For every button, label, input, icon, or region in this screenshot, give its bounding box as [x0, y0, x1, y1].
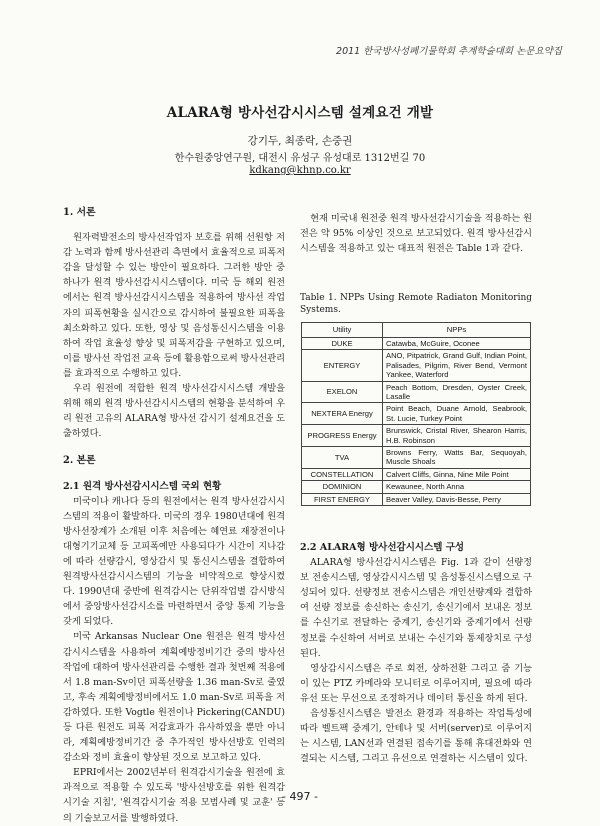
npps-cell: Browns Ferry, Watts Bar, Sequoyah, Muscle Shoals	[383, 447, 531, 469]
paper-title: ALARA형 방사선감시시스템 설계요건 개발	[166, 105, 434, 121]
subsection-2-2-heading: 2.2 ALARA형 방사선감시시스템 구성	[300, 542, 465, 553]
table-header-row	[302, 323, 531, 338]
utility-cell: DOMINION	[302, 481, 383, 493]
subsection-2-1-heading: 2.1 원격 방사선감시시스템 국외 현황	[63, 480, 222, 492]
npps-cell: Beaver Valley, Davis-Besse, Perry	[383, 493, 531, 505]
utility-cell: DUKE	[302, 338, 383, 350]
npps-cell: ANO, Pitpatrick, Grand Gulf, Indian Point, Palisades, Pilgrim, River Bend, Vermont Yankee, Waterford	[383, 350, 531, 381]
utility-cell: PROGRESS Energy	[302, 425, 383, 447]
sub2-paragraph-2: 영상감시시스템은 주로 회전, 상하전환 그리고 줌 기능이 있는 PTZ 카메라와 모니터로 이루어지며, 필요에 따라 유선 또는 무선으로 조정하거나 데이터 통신을 하게 된다.	[300, 662, 532, 704]
utility-cell: FIRST ENERGY	[302, 493, 383, 505]
intro-paragraph-1: 원자력발전소의 방사선작업자 보호를 위해 선원항 저감 노력과 함께 방사선관리 측면에서 효율적으로 피폭저감을 달성할 수 있는 방안이 필요하다. 그러한 방안 중 하나가 원격 방사선감시시스템이다. 미국 등 해외 원전에서는 원격 방사선감시시스템을 적용하여 방사선 작업자의 피폭현황을 실시간으로 감시하여 불필요한 피폭을 최소화하고 있다. 또한, 영상 및 음성통신시스템을 이용하여 작업 효율성 향상 및 피폭저감을 구현하고 있으며, 이를 방사선 작업전 교육 등에 활용함으로써 방사선관리를 효과적으로 수행하고 있다.	[63, 232, 285, 379]
table-row	[302, 381, 531, 403]
table-row	[302, 338, 531, 350]
table-row	[302, 468, 531, 480]
table-row	[302, 493, 531, 505]
sub1-paragraph-4: 현재 미국내 원전중 원격 방사선감시기술을 적용하는 원전은 약 95% 이상인 것으로 보고되었다. 원격 방사선감시시스템을 적용하고 있는 대표적 원전은 Table 1과 같다.	[300, 213, 532, 255]
right-column-top	[300, 211, 532, 256]
table-row	[302, 481, 531, 493]
right-column-bottom	[300, 540, 532, 766]
intro-paragraph-2: 우리 원전에 적합한 원격 방사선감시시스템 개발을 위해 해외 원격 방사선감시시스템의 현황을 분석하여 우리 원전 고유의 ALARA형 방사선 감시기 설계요건을 도출하였다.	[63, 383, 285, 440]
utility-cell: ENTERGY	[302, 350, 383, 381]
npps-cell: Kewaunee, North Anna	[383, 481, 531, 493]
running-head: 2011 한국방사성폐기물학회 추계학술대회 논문요약집	[336, 46, 562, 57]
npps-cell: Catawba, McGuire, Oconee	[383, 338, 531, 350]
utility-cell: TVA	[302, 447, 383, 469]
table-row	[302, 425, 531, 447]
sub1-paragraph-3: EPRI에서는 2002년부터 원격감시기술을 원전에 효과적으로 적용할 수 있도록 '방사선방호를 위한 원격감시기술 지침', '원격감시기술 적용 모범사례 및 교훈' 등의 기술보고서를 발행하였다.	[63, 767, 285, 824]
utility-cell: CONSTELLATION	[302, 468, 383, 480]
paper-email	[0, 165, 600, 176]
email-link[interactable]: kdkang@khnp.co.kr	[249, 165, 351, 176]
page-number: - 497 -	[282, 790, 318, 803]
utility-cell: EXELON	[302, 381, 383, 403]
sub2-paragraph-3: 음성통신시스템은 발전소 환경과 적용하는 작업특성에 따라 벨트팩 중계기, 안테나 및 서버(server)로 이루어지는 시스템, LAN선과 연결된 접속기를 통해 휴대전화와 연결되는 시스템, 그리고 유선으로 연결하는 시스템이 있다.	[300, 708, 532, 765]
npps-cell: Point Beach, Duane Arnold, Seabrook, St. Lucie, Turkey Point	[383, 403, 531, 425]
table-caption: Table 1. NPPs Using Remote Radiaton Monitoring Systems.	[300, 293, 532, 315]
table-row	[302, 447, 531, 469]
table-header-utility: Utility	[302, 323, 383, 338]
sub1-paragraph-1: 미국이나 캐나다 등의 원전에서는 원격 방사선감시시스템의 적용이 활발하다. 미국의 경우 1980년대에 원격방사선장계가 소개된 이후 처음에는 혜연료 재장전이나 대형기기교체 등 고피폭예만 사용되다가 시간이 지나감에 따라 선량감시, 영상감시 및 통신시스템을 결합하여 원격방사선감시시스템의 기능을 비약적으로 향상시켰다. 1990년대 중반에 원격감시는 단위작업별 감시방식에서 중앙방사선감시소를 마련하면서 중앙 통제 기능을 갖게 되었다.	[63, 495, 285, 628]
table-header-npps: NPPs	[383, 323, 531, 338]
left-column	[63, 205, 285, 826]
paper-authors: 강기두, 최종락, 손중권	[247, 135, 353, 147]
npps-cell: Peach Bottom, Dresden, Oyster Creek, Lasalle	[383, 381, 531, 403]
body-heading: 2. 본론	[63, 455, 96, 467]
paper-affiliation: 한수원중앙연구원, 대전시 유성구 유성대로 1312번길 70	[174, 153, 426, 164]
intro-heading: 1. 서론	[63, 207, 96, 218]
table-row	[302, 403, 531, 425]
npps-cell: Brunswick, Cristal River, Shearon Harris, H.B. Robinson	[383, 425, 531, 447]
table-row	[302, 350, 531, 381]
npps-cell: Calvert Cliffs, Ginna, Nine Mile Point	[383, 468, 531, 480]
utility-cell: NEXTERA Energy	[302, 403, 383, 425]
sub1-paragraph-2: 미국 Arkansas Nuclear One 원전은 원격 방사선감시시스템을 사용하여 계획예방정비기간 중의 방사선작업에 대하여 방사선관리를 수행한 결과 첫번째 적용에서 1.8 man-Sv이던 피폭선량을 1.36 man-Sv로 줄였고, 후속 계획예방정비에서도 1.0 man-Sv로 피폭을 저감하였다. 또한 Vogtle 원전이나 Pickering(CANDU) 등 다른 원전도 피폭 저감효과가 유사하였을 뿐만 아니라, 계획예방정비기간 중 추가적인 방사선방호 인력의 감소와 정비 효율이 향상된 것으로 보고하고 있다.	[63, 631, 285, 764]
sub2-paragraph-1: ALARA형 방사선감시시스템은 Fig. 1과 같이 선량정보 전송시스템, 영상감시시스템 및 음성통신시스템으로 구성되어 있다. 선량정보 전송시스템은 개인선량계와 결합하여 선량 정보를 송신하는 송신기, 송신기에서 보내온 정보를 수신기로 전달하는 중계기, 송신기와 중계기에서 선량정보를 수신하여 서버로 보내는 수신기와 통제장치로 구성된다.	[300, 557, 532, 659]
npp-table	[301, 322, 531, 506]
